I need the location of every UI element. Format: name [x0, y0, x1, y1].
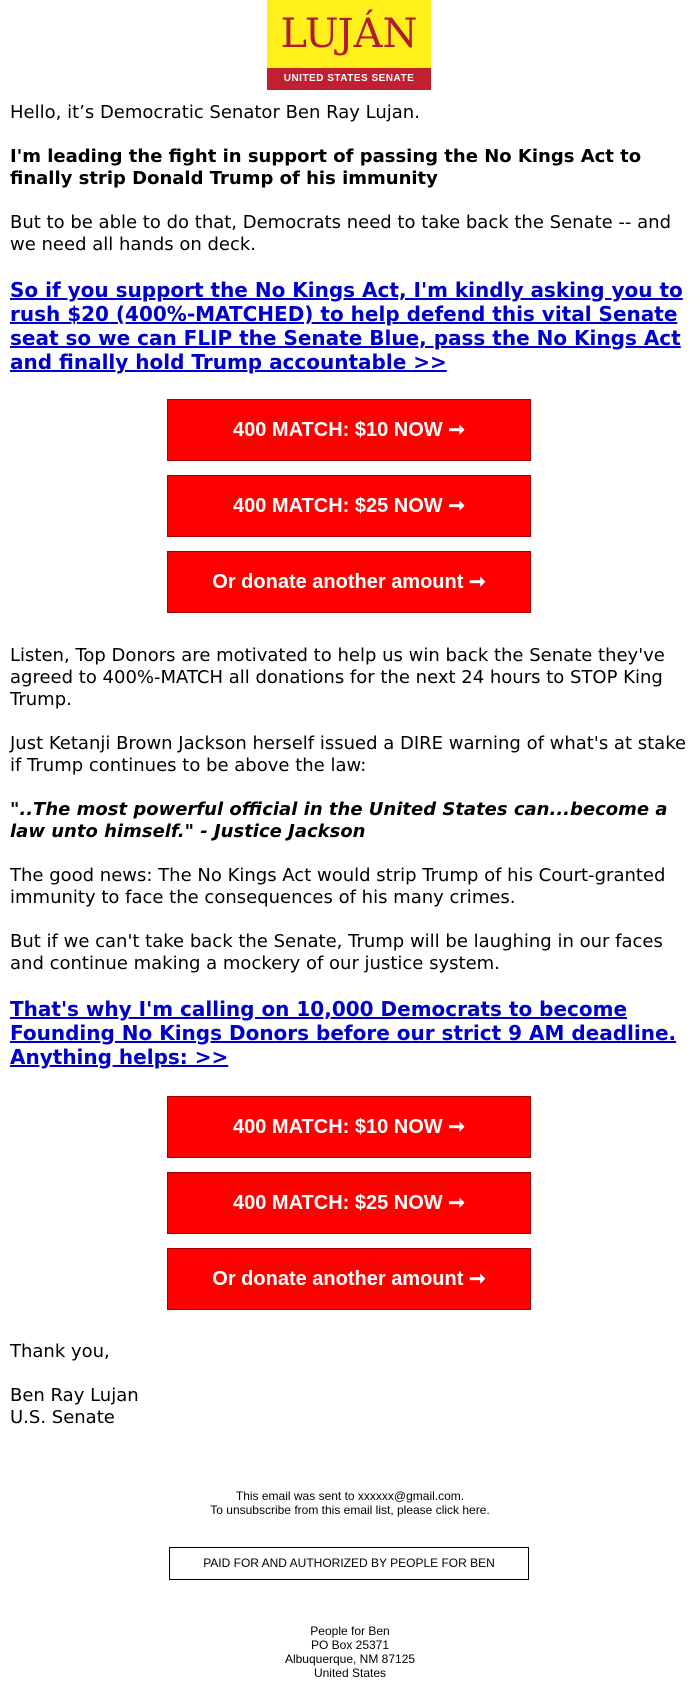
signoff-title: U.S. Senate [10, 1407, 115, 1428]
logo-name: LUJÁN [280, 11, 418, 57]
donate-25-button[interactable]: 400 MATCH: $25 NOW ➞ [167, 1172, 531, 1234]
signoff-thanks: Thank you, [10, 1341, 110, 1362]
mockery-paragraph: But if we can't take back the Senate, Trump will be laughing in our faces and continue making a mockery of our justice system. [10, 931, 663, 974]
paid-for-disclaimer: PAID FOR AND AUTHORIZED BY PEOPLE FOR BEN [169, 1547, 529, 1580]
logo-subtitle: UNITED STATES SENATE [267, 68, 431, 90]
donate-10-button[interactable]: 400 MATCH: $10 NOW ➞ [167, 399, 531, 461]
address-line: Albuquerque, NM 87125 [284, 1652, 416, 1666]
top-donors-paragraph: Listen, Top Donors are motivated to help us win back the Senate they've agreed to 400%-MATCH all donations for the next 24 hours to STOP King Trump. [10, 645, 665, 710]
unsubscribe-link[interactable]: To unsubscribe from this email list, please click here. [210, 1503, 490, 1517]
address-line: United States [313, 1666, 387, 1680]
greeting: Hello, it’s Democratic Senator Ben Ray Lujan. [10, 102, 420, 123]
donate-25-button[interactable]: 400 MATCH: $25 NOW ➞ [167, 475, 531, 537]
donate-10-button[interactable]: 400 MATCH: $10 NOW ➞ [167, 1096, 531, 1158]
address-line: PO Box 25371 [310, 1638, 390, 1652]
address-line: People for Ben [310, 1624, 390, 1638]
headline: I'm leading the fight in support of passing the No Kings Act to finally strip Donald Trump of his immunity [10, 146, 642, 189]
donate-link-primary[interactable]: So if you support the No Kings Act, I'm kindly asking you to rush $20 (400%-MATCHED) to help defend this vital Senate seat so we can FLIP the Senate Blue, pass the No Kings Act and finally hold Trump accountable >> [10, 278, 683, 374]
jackson-quote: "..The most powerful official in the United States can...become a law unto himself." - Justice Jackson [10, 799, 668, 842]
intro-paragraph: But to be able to do that, Democrats need to take back the Senate -- and we need all hands on deck. [10, 212, 672, 255]
jackson-warning-paragraph: Just Ketanji Brown Jackson herself issued a DIRE warning of what's at stake if Trump continues to be above the law: [10, 733, 687, 776]
donate-link-secondary[interactable]: That's why I'm calling on 10,000 Democrats to become Founding No Kings Donors before our strict 9 AM deadline. Anything helps: >> [10, 997, 677, 1069]
logo-name-panel [267, 0, 431, 68]
donate-other-amount-button[interactable]: Or donate another amount ➞ [167, 551, 531, 613]
lujan-logo [267, 0, 431, 90]
donate-other-amount-button[interactable]: Or donate another amount ➞ [167, 1248, 531, 1310]
sent-to-notice: This email was sent to xxxxxx@gmail.com. [235, 1489, 465, 1503]
good-news-paragraph: The good news: The No Kings Act would strip Trump of his Court-granted immunity to face the consequences of his many crimes. [10, 865, 666, 908]
signoff-name: Ben Ray Lujan [10, 1385, 139, 1406]
